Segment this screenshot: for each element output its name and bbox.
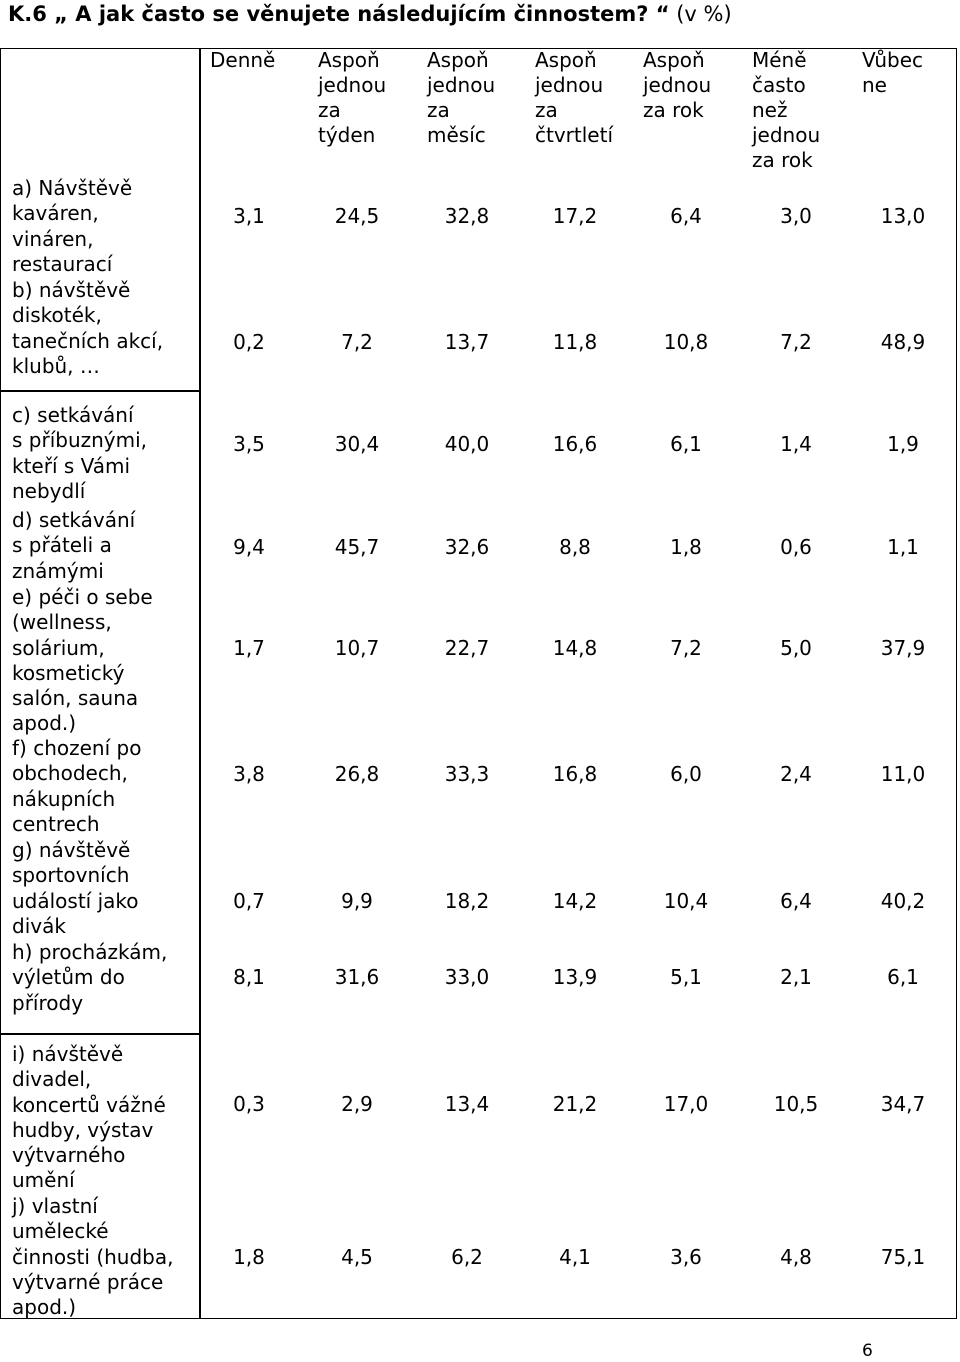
column-header-2 <box>318 48 386 148</box>
row-label-line: známými <box>12 558 104 583</box>
row-label-line: apod.) <box>12 711 77 736</box>
table-cell: 16,6 <box>552 432 598 456</box>
table-cell: 6,2 <box>451 1245 483 1269</box>
row-label-line: e) péči o sebe <box>12 585 153 609</box>
table-cell: 17,0 <box>663 1092 709 1116</box>
table-cell: 7,2 <box>670 636 702 660</box>
column-header-line: jednou <box>752 123 821 147</box>
column-header-line: Denně <box>210 48 276 72</box>
column-header-line: Aspoň <box>535 48 597 72</box>
table-cell: 32,6 <box>444 535 490 559</box>
row-label <box>12 940 197 1016</box>
table-cell: 6,4 <box>670 204 702 228</box>
table-cell: 1,7 <box>233 636 265 660</box>
column-header-line: jednou <box>427 73 496 97</box>
table-cell: 0,6 <box>780 535 812 559</box>
row-label-line: a) Návštěvě <box>12 176 133 200</box>
row-label <box>12 508 197 584</box>
column-header-line: Aspoň <box>318 48 380 72</box>
table-cell: 1,8 <box>670 535 702 559</box>
row-label-line: tanečních akcí, <box>12 328 164 353</box>
table-cell: 37,9 <box>880 636 926 660</box>
row-label-line: restaurací <box>12 251 113 276</box>
row-label-line: salón, sauna <box>12 686 139 711</box>
values-box <box>200 48 957 1319</box>
row-label-line: obchodech, <box>12 761 128 786</box>
table-cell: 14,2 <box>552 889 598 913</box>
table-cell: 33,0 <box>444 965 490 989</box>
table-cell: 7,2 <box>341 330 373 354</box>
table-cell: 7,2 <box>780 330 812 354</box>
column-header-line: Aspoň <box>427 48 489 72</box>
row-label-line: výtvarné práce <box>12 1269 164 1294</box>
table-cell: 9,9 <box>341 889 373 913</box>
row-label-line: hudby, výstav <box>12 1117 154 1142</box>
row-label <box>12 585 197 737</box>
column-header-line: jednou <box>643 73 712 97</box>
page-number: 6 <box>862 1341 873 1361</box>
table-cell: 40,2 <box>880 889 926 913</box>
table-cell: 4,8 <box>780 1245 812 1269</box>
row-label-line: nákupních <box>12 786 116 811</box>
table-cell: 10,4 <box>663 889 709 913</box>
row-label-line: c) setkávání <box>12 403 134 427</box>
row-label-line: kteří s Vámi <box>12 453 131 478</box>
table-cell: 30,4 <box>334 432 380 456</box>
title-suffix: (v %) <box>669 2 732 26</box>
column-header-6 <box>752 48 820 173</box>
table-cell: 31,6 <box>334 965 380 989</box>
table-cell: 45,7 <box>334 535 380 559</box>
column-header-line: čtvrtletí <box>535 123 613 147</box>
table-cell: 3,6 <box>670 1245 702 1269</box>
table-cell: 14,8 <box>552 636 598 660</box>
table-cell: 9,4 <box>233 535 265 559</box>
table-cell: 1,1 <box>887 535 919 559</box>
row-label-line: přírody <box>12 990 84 1015</box>
column-header-line: za <box>427 98 450 122</box>
row-label-line: d) setkávání <box>12 508 136 532</box>
row-label-line: s přáteli a <box>12 533 112 558</box>
table-cell: 3,1 <box>233 204 265 228</box>
table-cell: 6,4 <box>780 889 812 913</box>
row-label-line: h) procházkám, <box>12 940 168 964</box>
column-header-line: za <box>535 98 558 122</box>
table-cell: 0,7 <box>233 889 265 913</box>
table-cell: 3,8 <box>233 762 265 786</box>
table-cell: 2,4 <box>780 762 812 786</box>
column-header-line: měsíc <box>427 123 486 147</box>
table-cell: 4,5 <box>341 1245 373 1269</box>
column-header-line: Vůbec <box>862 48 923 72</box>
row-label <box>12 403 197 504</box>
row-label-line: vináren, <box>12 226 94 251</box>
table-cell: 13,0 <box>880 204 926 228</box>
table-cell: 6,1 <box>670 432 702 456</box>
row-label-line: klubů, … <box>12 353 100 378</box>
table-cell: 3,0 <box>780 204 812 228</box>
table-cell: 2,9 <box>341 1092 373 1116</box>
column-header-line: za <box>318 98 341 122</box>
row-label-line: nebydlí <box>12 478 86 503</box>
row-label <box>12 176 197 277</box>
column-header-line: za rok <box>752 148 813 172</box>
row-label-line: diskoték, <box>12 303 102 328</box>
column-header-line: jednou <box>318 73 387 97</box>
table-cell: 8,1 <box>233 965 265 989</box>
column-header-line: týden <box>318 123 376 147</box>
table-cell: 26,8 <box>334 762 380 786</box>
row-label <box>12 1194 197 1320</box>
column-header-4 <box>535 48 613 148</box>
table-cell: 6,1 <box>887 965 919 989</box>
row-label-line: událostí jako <box>12 888 139 913</box>
row-label-line: g) návštěvě <box>12 838 131 862</box>
table-cell: 6,0 <box>670 762 702 786</box>
column-header-line: Aspoň <box>643 48 705 72</box>
table-cell: 8,8 <box>559 535 591 559</box>
row-label-line: divadel, <box>12 1067 92 1092</box>
table-cell: 0,2 <box>233 330 265 354</box>
column-header-line: za rok <box>643 98 704 122</box>
table-cell: 1,8 <box>233 1245 265 1269</box>
row-label <box>12 1042 197 1194</box>
table-cell: 22,7 <box>444 636 490 660</box>
row-label-line: (wellness, <box>12 610 112 635</box>
table-cell: 2,1 <box>780 965 812 989</box>
row-label-line: výtvarného <box>12 1143 126 1168</box>
row-label-line: výletům do <box>12 965 125 990</box>
row-label-line: sportovních <box>12 863 130 888</box>
row-label-line: j) vlastní <box>12 1194 98 1218</box>
row-label-line: koncertů vážné <box>12 1092 166 1117</box>
row-label-line: apod.) <box>12 1295 77 1320</box>
row-label-line: b) návštěvě <box>12 278 131 302</box>
table-cell: 0,3 <box>233 1092 265 1116</box>
row-label-line: divák <box>12 913 66 938</box>
column-header-7 <box>862 48 923 98</box>
table-cell: 40,0 <box>444 432 490 456</box>
row-label-line: kaváren, <box>12 201 99 226</box>
row-label <box>12 278 197 379</box>
column-header-line: než <box>752 98 788 122</box>
table-cell: 13,9 <box>552 965 598 989</box>
column-header-5 <box>643 48 711 123</box>
column-header-3 <box>427 48 495 148</box>
table-cell: 18,2 <box>444 889 490 913</box>
table-cell: 34,7 <box>880 1092 926 1116</box>
table-cell: 32,8 <box>444 204 490 228</box>
table-cell: 33,3 <box>444 762 490 786</box>
page-title <box>8 2 732 26</box>
column-header-line: ne <box>862 73 887 97</box>
column-header-line: často <box>752 73 806 97</box>
table-cell: 24,5 <box>334 204 380 228</box>
row-label-line: f) chození po <box>12 736 142 760</box>
row-label <box>12 838 197 939</box>
column-header-line: jednou <box>535 73 604 97</box>
table-cell: 48,9 <box>880 330 926 354</box>
row-label-line: solárium, <box>12 635 105 660</box>
table-cell: 1,9 <box>887 432 919 456</box>
table-cell: 17,2 <box>552 204 598 228</box>
table-cell: 21,2 <box>552 1092 598 1116</box>
table-cell: 13,4 <box>444 1092 490 1116</box>
table-cell: 10,5 <box>773 1092 819 1116</box>
title-main: K.6 „ A jak často se věnujete následujícím činnostem? “ <box>8 2 670 26</box>
column-header-line: Méně <box>752 48 807 72</box>
table-cell: 16,8 <box>552 762 598 786</box>
column-header-1 <box>210 48 275 73</box>
table-cell: 10,7 <box>334 636 380 660</box>
row-label-line: kosmetický <box>12 660 125 685</box>
table-cell: 5,0 <box>780 636 812 660</box>
table-cell: 3,5 <box>233 432 265 456</box>
table-cell: 4,1 <box>559 1245 591 1269</box>
table-cell: 5,1 <box>670 965 702 989</box>
row-label-line: činnosti (hudba, <box>12 1244 174 1269</box>
row-label-line: s příbuznými, <box>12 428 148 453</box>
row-label <box>12 736 197 837</box>
table-cell: 75,1 <box>880 1245 926 1269</box>
row-label-line: umění <box>12 1168 75 1193</box>
table-cell: 1,4 <box>780 432 812 456</box>
table-cell: 10,8 <box>663 330 709 354</box>
row-label-line: centrech <box>12 811 100 836</box>
row-label-line: i) návštěvě <box>12 1042 124 1066</box>
row-label-line: umělecké <box>12 1219 109 1244</box>
table-cell: 11,8 <box>552 330 598 354</box>
table-cell: 11,0 <box>880 762 926 786</box>
table-cell: 13,7 <box>444 330 490 354</box>
